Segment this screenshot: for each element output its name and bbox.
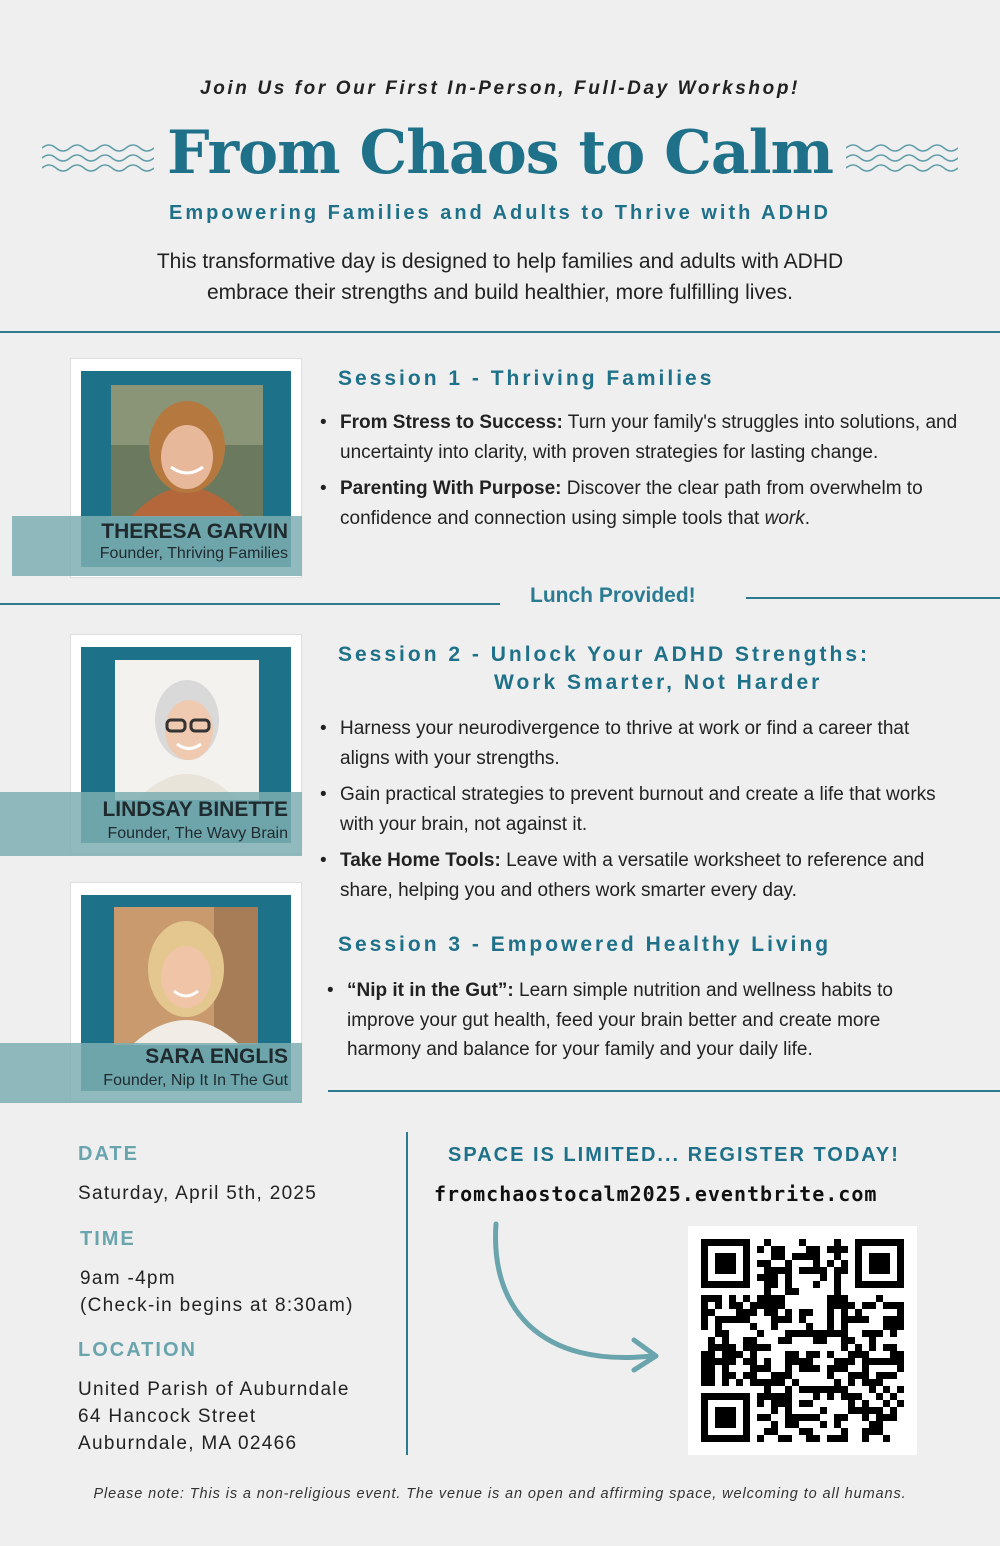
qr-code-icon[interactable]	[688, 1226, 917, 1455]
list-item	[320, 474, 970, 533]
divider	[0, 331, 1000, 333]
session-2-subtitle: Work Smarter, Not Harder	[494, 671, 823, 694]
qr-code-graphic	[688, 1226, 917, 1455]
list-item	[320, 408, 970, 467]
bullet-text: Learn simple nutrition and wellness habits to improve your gut health, feed your brain better and create more harmony and balance for your family and your daily life.	[347, 980, 893, 1060]
session-1-title: Session 1 - Thriving Families	[338, 367, 715, 390]
list-item	[320, 780, 960, 839]
session-3-bullets	[327, 976, 937, 1072]
intro-line: This transformative day is designed to help families and adults with ADHD	[156, 250, 844, 273]
name-band	[0, 792, 302, 856]
session-2-bullets	[320, 714, 960, 912]
name-band	[0, 1043, 302, 1103]
bullet-text: Discover the clear path from overwhelm to confidence and connection using simple tools that	[340, 478, 923, 529]
divider	[0, 603, 500, 605]
lunch-label: Lunch Provided!	[530, 584, 696, 607]
pre-title: Join Us for Our First In-Person, Full-Day Workshop!	[200, 78, 800, 99]
list-item	[320, 846, 960, 905]
speaker-name: THERESA GARVIN	[101, 520, 288, 543]
vertical-divider	[406, 1132, 408, 1455]
speaker-role: Founder, Nip It In The Gut	[103, 1072, 288, 1089]
register-headline: SPACE IS LIMITED... REGISTER TODAY!	[448, 1144, 900, 1166]
checkin-time: (Check-in begins at 8:30am)	[80, 1295, 354, 1316]
name-band	[12, 516, 302, 576]
session-3-title: Session 3 - Empowered Healthy Living	[338, 933, 832, 956]
divider	[328, 1090, 1000, 1092]
arrow-icon	[480, 1218, 680, 1388]
city-address: Auburndale, MA 02466	[78, 1433, 298, 1454]
list-item	[320, 714, 960, 773]
bullet-text: Leave with a versatile worksheet to reference and share, helping you and others work smarter every day.	[340, 850, 925, 901]
page-title: From Chaos to Calm	[166, 118, 834, 188]
list-item	[327, 976, 937, 1065]
speaker-name: LINDSAY BINETTE	[102, 798, 288, 821]
time-range: 9am -4pm	[80, 1268, 176, 1289]
time-value	[80, 1265, 354, 1319]
session-1-bullets	[320, 408, 970, 540]
street-address: 64 Hancock Street	[78, 1406, 257, 1427]
bullet-text: Harness your neurodivergence to thrive at work or find a career that aligns with your strengths.	[340, 718, 910, 769]
bullet-bold: From Stress to Success:	[340, 412, 563, 433]
time-label: TIME	[80, 1228, 136, 1250]
session-2-title: Session 2 - Unlock Your ADHD Strengths:	[338, 643, 871, 666]
date-label: DATE	[78, 1143, 139, 1165]
bullet-text: Turn your family's struggles into solutions, and uncertainty into clarity, with proven strategies for lasting change.	[340, 412, 958, 463]
bullet-bold: Parenting With Purpose:	[340, 478, 562, 499]
bullet-italic: work	[764, 507, 805, 529]
speaker-role: Founder, The Wavy Brain	[107, 825, 288, 842]
bullet-bold: “Nip it in the Gut”:	[347, 980, 514, 1001]
venue-name: United Parish of Auburndale	[78, 1379, 350, 1400]
bullet-end: .	[804, 507, 811, 529]
location-label: LOCATION	[78, 1339, 197, 1361]
register-link[interactable]: fromchaostocalm2025.eventbrite.com	[434, 1182, 878, 1206]
speaker-role: Founder, Thriving Families	[99, 545, 288, 562]
speaker-photo	[115, 660, 259, 800]
date-value: Saturday, April 5th, 2025	[78, 1183, 318, 1204]
bullet-bold: Take Home Tools:	[340, 850, 501, 871]
footer-note: Please note: This is a non-religious event. The venue is an open and affirming space, welcoming to all humans.	[93, 1486, 907, 1502]
bullet-text: Gain practical strategies to prevent burnout and create a life that works with your brain, not against it.	[340, 784, 936, 835]
speaker-photo	[114, 907, 258, 1045]
intro-text	[110, 246, 890, 308]
speaker-photo	[111, 385, 263, 517]
divider	[746, 597, 1000, 599]
speaker-name: SARA ENGLIS	[145, 1045, 288, 1068]
location-value	[78, 1376, 350, 1457]
wave-decoration-right-icon	[846, 140, 958, 180]
subtitle: Empowering Families and Adults to Thrive with ADHD	[169, 202, 831, 224]
intro-line: embrace their strengths and build healthier, more fulfilling lives.	[207, 281, 793, 304]
